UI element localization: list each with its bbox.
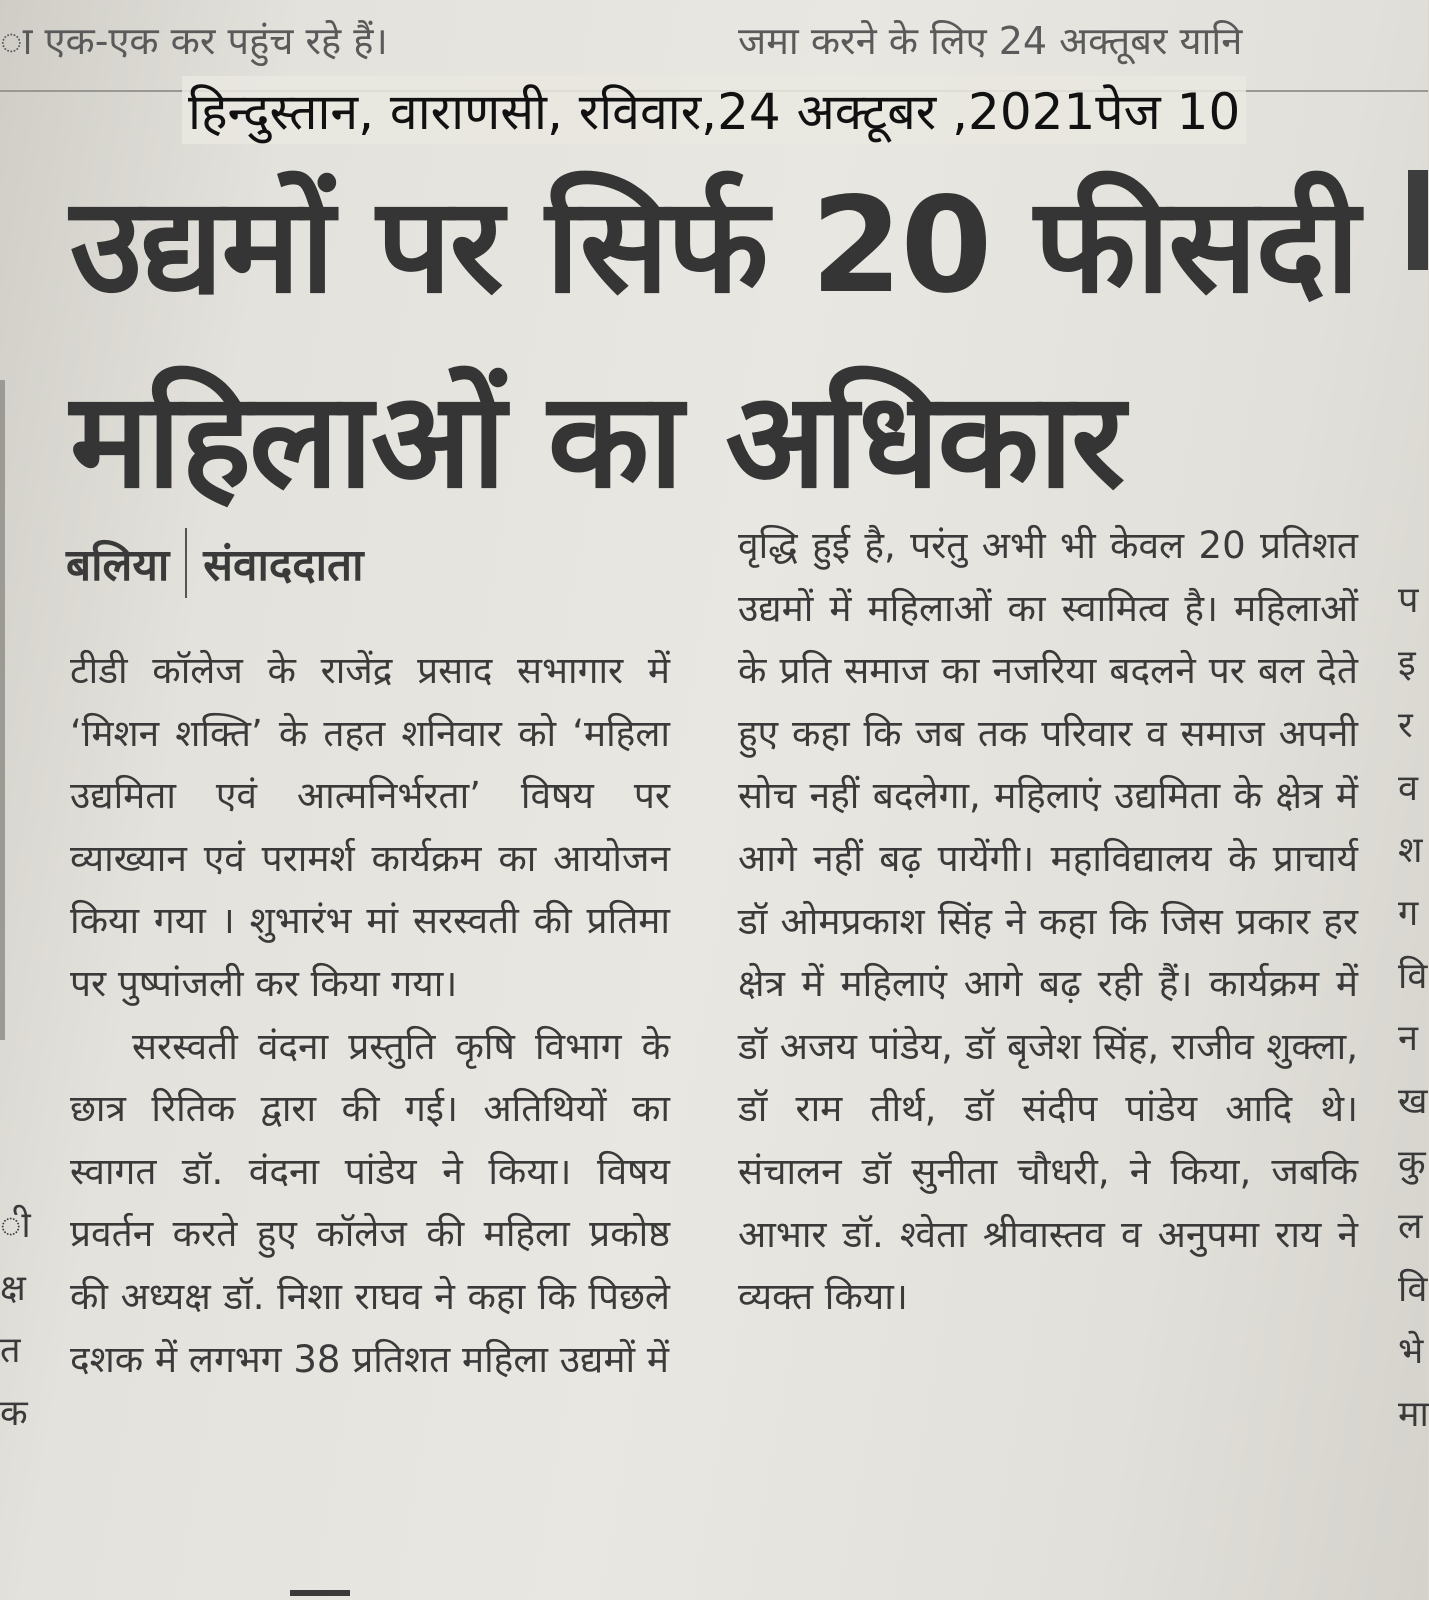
adjacent-column-rule [0,380,5,1040]
edge-fragment: न [1398,1018,1418,1060]
headline-line-1: उद्यमों पर सिर्फ 20 फीसदी [70,169,1358,323]
next-article-fragment [290,1590,350,1596]
byline-separator [185,528,187,598]
edge-fragment: वि [1398,955,1428,997]
edge-fragment: वि [1398,1268,1428,1310]
edge-fragment: क्ष [0,1267,26,1309]
adjacent-article-right-edge [1398,570,1428,1446]
previous-article-fragment-left: ा एक-एक कर पहुंच रहे हैं। [0,19,388,63]
edge-fragment: कु [1398,1143,1426,1185]
edge-fragment: र [1398,705,1413,747]
edge-fragment: ी [0,1205,31,1246]
adjacent-headline-fragment [1408,170,1428,270]
headline-line-2: महिलाओं का अधिकार [70,364,1124,518]
article-column-right [738,515,1358,1329]
dateline: हिन्दुस्तान, वाराणसी, रविवार,24 अक्टूबर ,2021पेज 10 [182,76,1246,144]
previous-article-fragment-right: जमा करने के लिए 24 अक्तूबर यानि [738,19,1243,63]
article-paragraph: सरस्वती वंदना प्रस्तुति कृषि विभाग के छात्र रितिक द्वारा की गई। अतिथियों का स्वागत डॉ. वंदना पांडेय ने किया। विषय प्रवर्तन करते हुए कॉलेज की महिला प्रकोष्ठ की अध्यक्ष डॉ. निशा राघव ने कहा कि पिछले दशक में लगभग 38 प्रतिशत महिला उद्यमों में [70,1024,670,1381]
article-column-left [70,640,670,1391]
edge-fragment: ल [1398,1205,1423,1247]
article-paragraph: वृद्धि हुई है, परंतु अभी भी केवल 20 प्रतिशत उद्यमों में महिलाओं का स्वामित्व है। महिलाओं के प्रति समाज का नजरिया बदलने पर बल देते हुए कहा कि जब तक परिवार व समाज अपनी सोच नहीं बदलेगा, महिलाएं उद्यमिता के क्षेत्र में आगे नहीं बढ़ पायेंगी। महाविद्यालय के प्राचार्य डॉ ओमप्रकाश सिंह ने कहा कि जिस प्रकार हर क्षेत्र में महिलाएं आगे बढ़ रही हैं। कार्यक्रम में डॉ अजय पांडेय, डॉ बृजेश सिंह, राजीव शुक्ला, डॉ राम तीर्थ, डॉ संदीप पांडेय आदि थे। संचालन डॉ सुनीता चौधरी, ने किया, जबकि आभार डॉ. श्वेता श्रीवास्तव व अनुपमा राय ने व्यक्त किया। [738,524,1358,1319]
edge-fragment: प [1398,580,1419,621]
edge-fragment: इ [1398,642,1416,684]
edge-fragment: त [0,1330,21,1372]
edge-fragment: व [1398,767,1419,809]
edge-fragment: श [1398,830,1423,872]
edge-fragment: मा [1398,1393,1429,1435]
edge-fragment: ख [1398,1080,1428,1122]
edge-fragment: ग [1398,892,1419,934]
byline [66,528,364,598]
byline-author: संवाददाता [203,540,364,591]
edge-fragment: क [0,1392,28,1434]
edge-fragment: भे [1398,1331,1424,1373]
byline-place: बलिया [66,540,170,591]
adjacent-article-left-edge [0,1195,31,1445]
article-paragraph: टीडी कॉलेज के राजेंद्र प्रसाद सभागार में ‘मिशन शक्ति’ के तहत शनिवार को ‘महिला उद्यमिता एवं आत्मनिर्भरता’ विषय पर व्याख्यान एवं परामर्श कार्यक्रम का आयोजन किया गया । शुभारंभ मां सरस्वती की प्रतिमा पर पुष्पांजली कर किया गया। [70,649,670,1005]
